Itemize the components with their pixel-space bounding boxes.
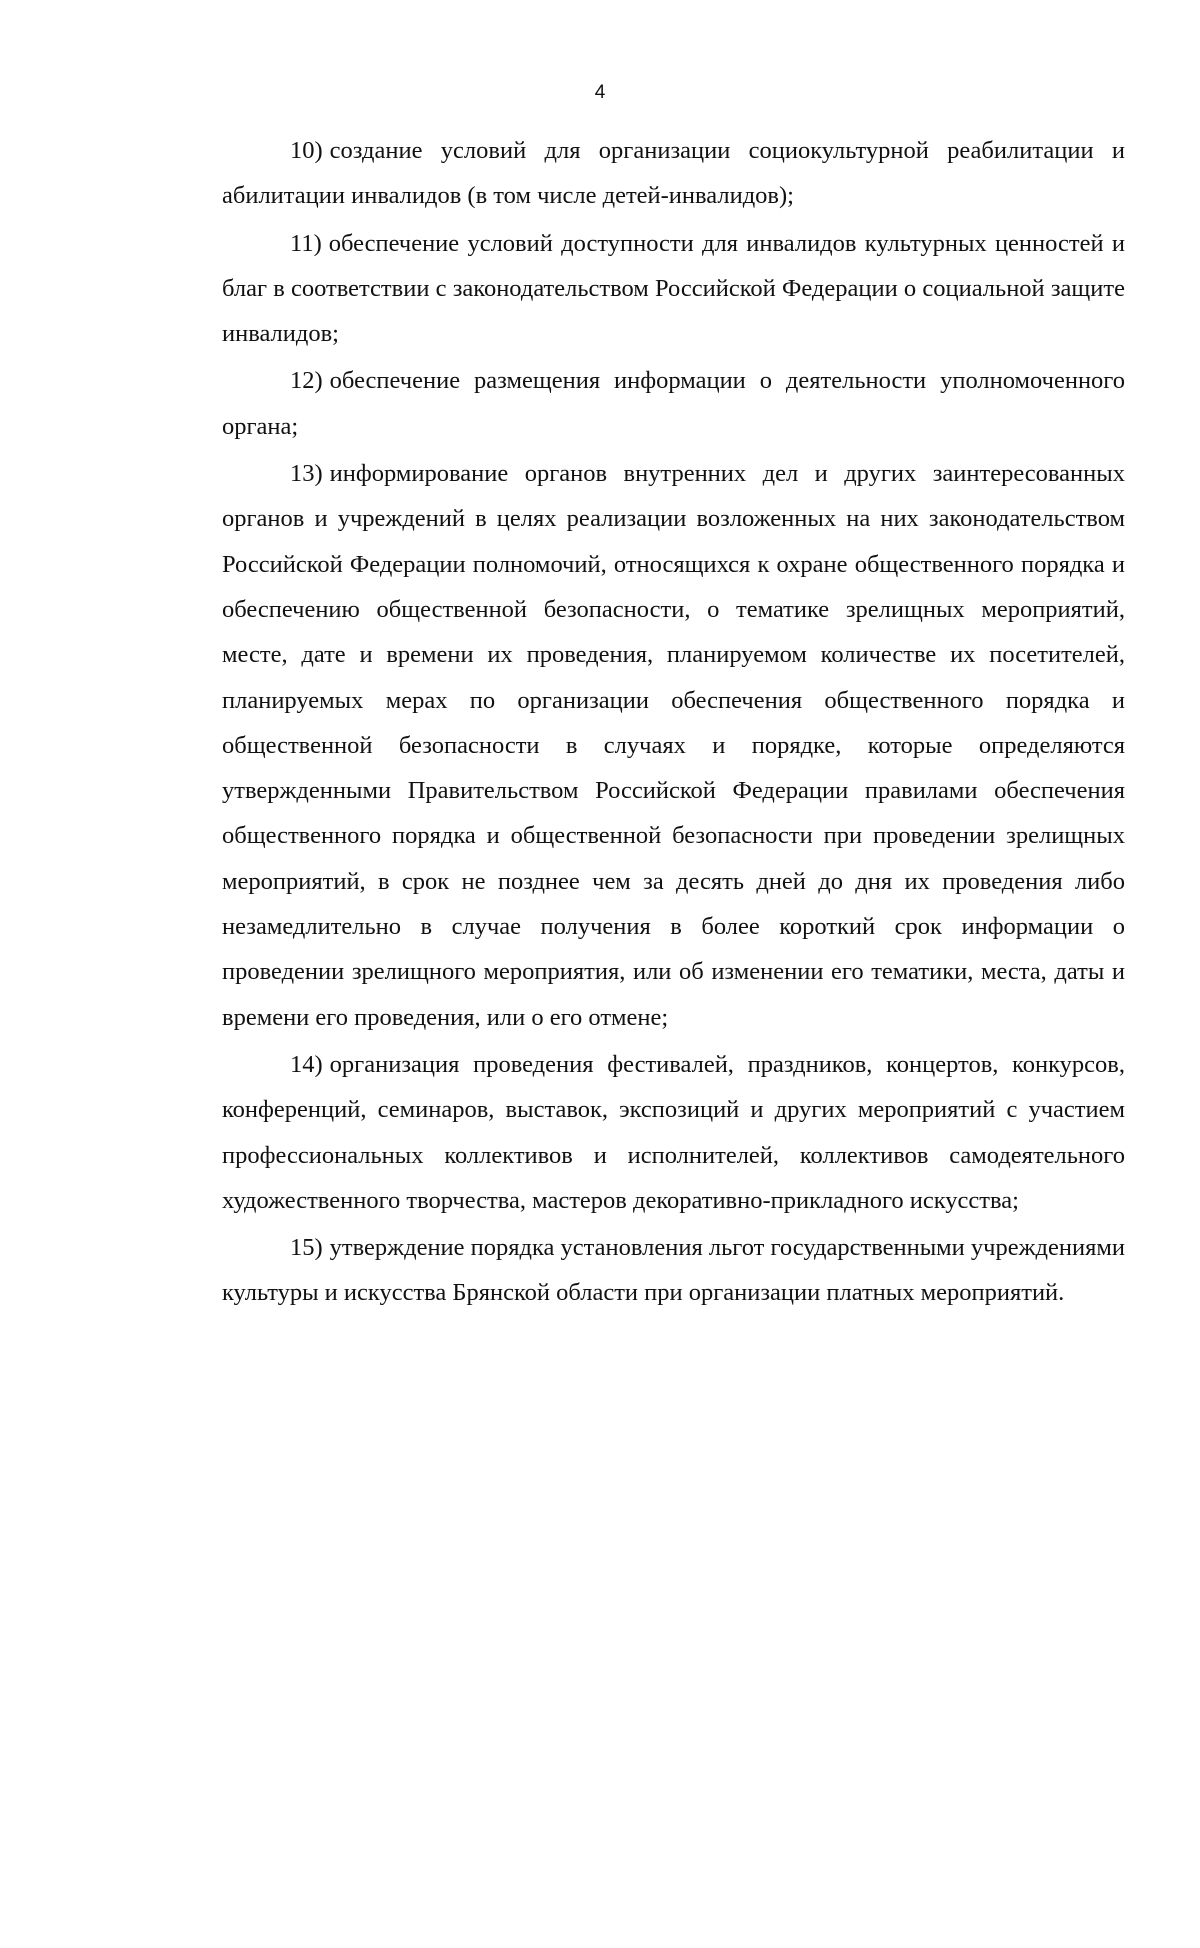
item-text: организация проведения фестивалей, праздников, концертов, конкурсов, конференций, семинаров, выставок, экспозиций и других мероприятий с участием профессиональных коллективов и исполнителей, коллективов самодеятельного художественного творчества, мастеров декоративно-прикладного искусства; (222, 1050, 1125, 1214)
item-text: обеспечение размещения информации о деятельности уполномоченного органа; (222, 367, 1125, 440)
list-item-11 (222, 221, 1125, 357)
list-item-12 (222, 358, 1125, 449)
page-number: 4 (594, 82, 606, 103)
item-number: 14) (290, 1050, 323, 1078)
list-item-10 (222, 128, 1125, 219)
document-body (222, 128, 1125, 1318)
item-number: 15) (290, 1234, 323, 1262)
item-number: 10) (290, 137, 323, 164)
item-text: создание условий для организации социокультурной реабилитации и абилитации инвалидов (в том числе детей-инвалидов); (222, 137, 1125, 210)
list-item-13 (222, 451, 1125, 1040)
item-text: утверждение порядка установления льгот государственными учреждениями культуры и искусства Брянской области при организации платных мероприятий. (222, 1234, 1125, 1307)
item-text: информирование органов внутренних дел и других заинтересованных органов и учреждений в целях реализации возложенных на них законодательством Российской Федерации полномочий, относящихся к охране общественного порядка и обеспечению общественной безопасности, о тематике зрелищных мероприятий, месте, дате и времени их проведения, планируемом количестве их посетителей, планируемых мерах по организации обеспечения общественного порядка и общественной безопасности в случаях и порядке, которые определяются утвержденными Правительством Российской Федерации правилами обеспечения общественного порядка и общественной безопасности при проведении зрелищных мероприятий, в срок не позднее чем за десять дней до дня их проведения либо незамедлительно в случае получения в более короткий срок информации о проведении зрелищного мероприятия, или об изменении его тематики, места, даты и времени его проведения, или о его отмене; (222, 460, 1125, 1031)
item-number: 12) (290, 367, 323, 395)
item-number: 13) (290, 460, 323, 488)
list-item-14 (222, 1042, 1125, 1223)
item-text: обеспечение условий доступности для инвалидов культурных ценностей и благ в соответствии с законодательством Российской Федерации о социальной защите инвалидов; (222, 229, 1125, 348)
list-item-15 (222, 1225, 1125, 1316)
item-number: 11) (290, 229, 322, 257)
